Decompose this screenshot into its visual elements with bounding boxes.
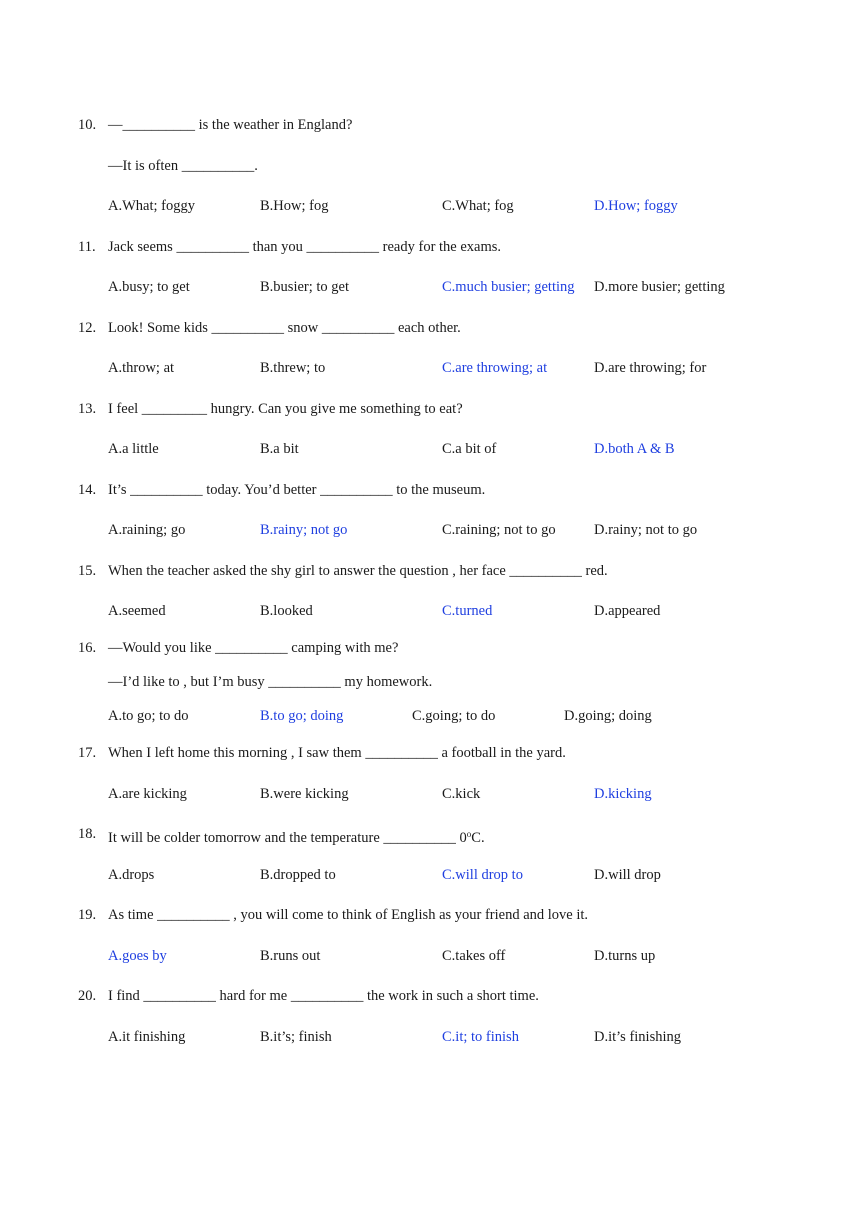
option-d: D.more busier; getting: [594, 279, 725, 295]
option-d: D.it’s finishing: [594, 1029, 682, 1045]
option-b: B.looked: [260, 603, 313, 619]
question-stem: Jack seems __________ than you __________ ready for the exams.: [108, 239, 502, 255]
question-number: 12.: [78, 320, 97, 336]
option-c: C.raining; not to go: [442, 522, 556, 538]
option-d: D.will drop: [594, 867, 661, 883]
option-c: C.going; to do: [412, 708, 496, 724]
option-d: D.turns up: [594, 948, 656, 964]
question-number: 14.: [78, 482, 97, 498]
option-d-answer: D.How; foggy: [594, 198, 678, 214]
option-a: A.are kicking: [108, 786, 187, 802]
option-b: B.dropped to: [260, 867, 336, 883]
option-b: B.a bit: [260, 441, 299, 457]
question-number: 18.: [78, 826, 97, 842]
option-b-answer: B.rainy; not go: [260, 522, 348, 538]
option-c: C.takes off: [442, 948, 506, 964]
question-stem: —__________ is the weather in England?: [108, 117, 353, 133]
question-stem: —Would you like __________ camping with me?: [108, 640, 399, 656]
option-d: D.are throwing; for: [594, 360, 707, 376]
option-b: B.threw; to: [260, 360, 326, 376]
option-d-answer: D.kicking: [594, 786, 652, 802]
question-number: 20.: [78, 988, 97, 1004]
option-d: D.appeared: [594, 603, 661, 619]
question-stem: [108, 825, 485, 847]
option-d: D.rainy; not to go: [594, 522, 698, 538]
option-b: B.were kicking: [260, 786, 349, 802]
question-stem: When I left home this morning , I saw them __________ a football in the yard.: [108, 745, 566, 761]
option-a: A.to go; to do: [108, 708, 189, 724]
option-c-answer: C.it; to finish: [442, 1029, 519, 1045]
question-number: 11.: [78, 239, 96, 255]
question-number: 16.: [78, 640, 97, 656]
question-stem: I feel _________ hungry. Can you give me something to eat?: [108, 401, 463, 417]
option-a: A.a little: [108, 441, 159, 457]
question-number: 13.: [78, 401, 97, 417]
option-a: A.throw; at: [108, 360, 175, 376]
option-a: A.What; foggy: [108, 198, 195, 214]
option-c-answer: C.will drop to: [442, 867, 523, 883]
option-a: A.busy; to get: [108, 279, 190, 295]
question-stem: When the teacher asked the shy girl to answer the question , her face __________ red.: [108, 563, 608, 579]
option-b: B.How; fog: [260, 198, 329, 214]
question-stem-line2: —It is often __________.: [108, 158, 258, 174]
question-number: 17.: [78, 745, 97, 761]
option-b: B.busier; to get: [260, 279, 350, 295]
option-d-answer: D.both A & B: [594, 441, 675, 457]
question-stem: It’s __________ today. You’d better __________ to the museum.: [108, 482, 486, 498]
question-number: 15.: [78, 563, 97, 579]
option-c-answer: C.are throwing; at: [442, 360, 548, 376]
option-b: B.runs out: [260, 948, 321, 964]
unit-text: C.: [471, 830, 485, 846]
option-d: D.going; doing: [564, 708, 652, 724]
question-stem-line2: —I’d like to , but I’m busy __________ my homework.: [108, 674, 433, 690]
question-stem-text: It will be colder tomorrow and the temperature __________ 0: [108, 830, 467, 846]
degree-symbol: o: [466, 829, 472, 839]
option-a: A.drops: [108, 867, 155, 883]
option-a: A.it finishing: [108, 1029, 186, 1045]
option-c: C.a bit of: [442, 441, 497, 457]
option-c: C.What; fog: [442, 198, 514, 214]
question-number: 19.: [78, 907, 97, 923]
option-b: B.it’s; finish: [260, 1029, 332, 1045]
question-stem: I find __________ hard for me __________ the work in such a short time.: [108, 988, 539, 1004]
option-a: A.seemed: [108, 603, 166, 619]
question-number: 10.: [78, 117, 97, 133]
question-stem: Look! Some kids __________ snow __________ each other.: [108, 320, 461, 336]
option-c-answer: C.turned: [442, 603, 493, 619]
option-c: C.kick: [442, 786, 481, 802]
option-a-answer: A.goes by: [108, 948, 167, 964]
option-b-answer: B.to go; doing: [260, 708, 344, 724]
option-a: A.raining; go: [108, 522, 186, 538]
option-c-answer: C.much busier; getting: [442, 279, 575, 295]
question-stem: As time __________ , you will come to think of English as your friend and love it.: [108, 907, 589, 923]
